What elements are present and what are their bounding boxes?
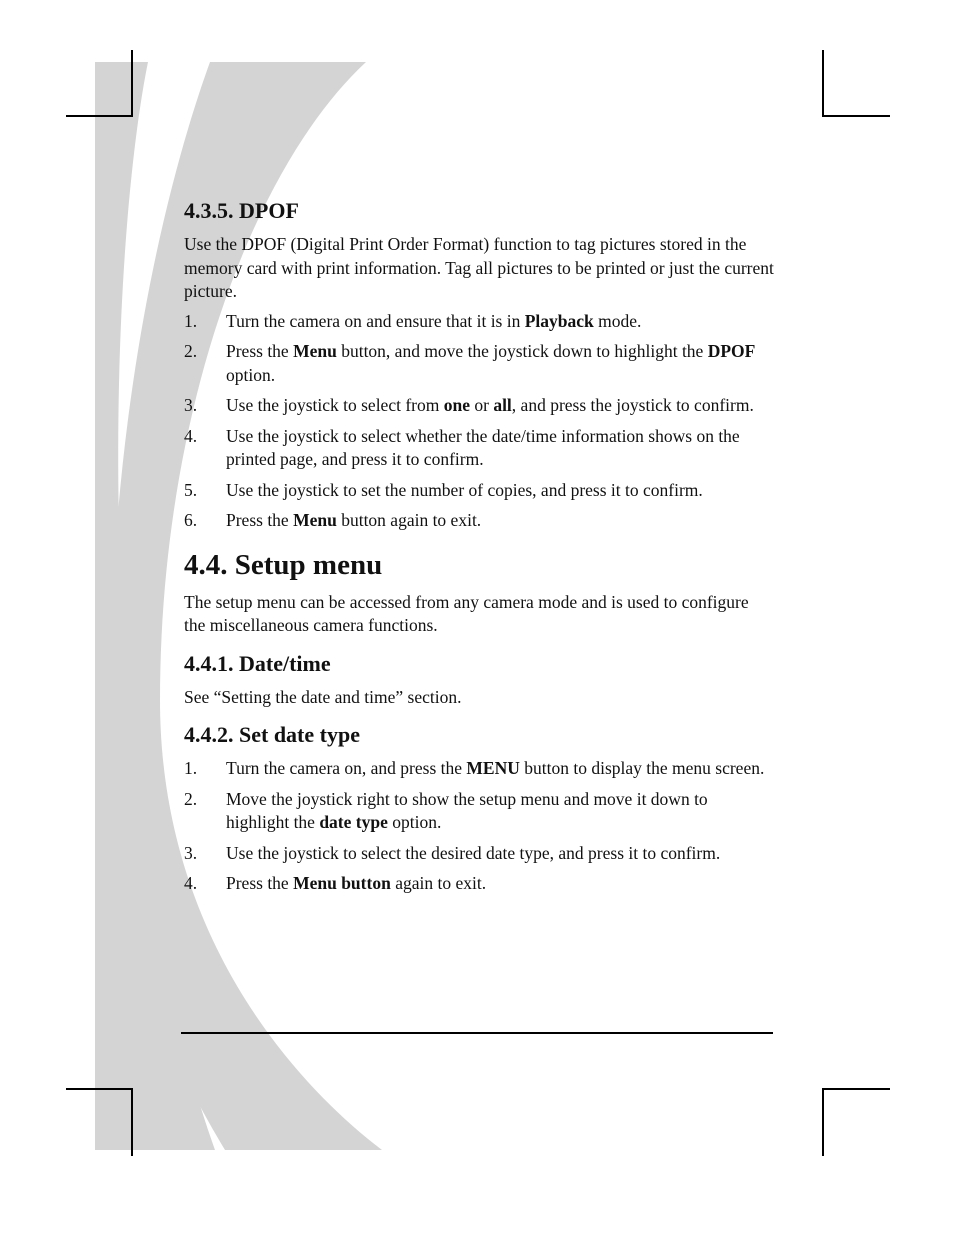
list-item	[184, 872, 774, 896]
step-text: option.	[226, 364, 276, 385]
step-number: 2.	[184, 341, 198, 361]
page-content	[184, 197, 774, 903]
step-number: 4.	[184, 873, 198, 893]
step-text-bold: all	[493, 395, 512, 415]
list-item	[184, 340, 774, 387]
step-text: button to display the menu screen.	[519, 758, 765, 778]
step-number: 2.	[184, 788, 198, 809]
step-text: Press the	[226, 510, 294, 530]
crop-mark-br-h	[822, 1088, 890, 1090]
section-set-date-type	[184, 721, 774, 896]
dpof-steps	[184, 310, 774, 533]
setup-intro: The setup menu can be accessed from any camera mode and is used to configure the miscellaneous camera functions.	[184, 591, 749, 635]
step-text: Move the joystick right to show the setup menu and move it down to highlight the	[226, 788, 708, 832]
list-item	[184, 310, 774, 334]
section-date-time	[184, 650, 774, 710]
list-item	[184, 842, 774, 866]
list-item	[184, 425, 774, 472]
list-item	[184, 757, 774, 781]
step-number: 4.	[184, 425, 198, 446]
step-number: 1.	[184, 758, 198, 778]
crop-mark-tl-h	[66, 115, 133, 117]
step-text: Press the	[226, 873, 294, 893]
step-text-bold: date type	[319, 812, 388, 832]
dpof-intro: Use the DPOF (Digital Print Order Format) function to tag pictures stored in the memory card with print information. Tag all pictures to be printed or just the current picture.	[184, 234, 774, 301]
step-text: button, and move the joystick down to highlight the	[336, 341, 708, 361]
step-text-bold: Playback	[524, 310, 594, 331]
step-text: , and press the joystick to confirm.	[511, 395, 754, 415]
date-type-steps	[184, 757, 774, 896]
list-item	[184, 394, 774, 418]
crop-mark-tr-h	[822, 115, 890, 117]
crop-mark-tl-v	[131, 50, 133, 117]
step-number: 6.	[184, 510, 198, 530]
step-number: 3.	[184, 842, 198, 863]
step-text: Turn the camera on, and press the	[226, 758, 467, 778]
heading-setup-menu: 4.4. Setup menu	[184, 548, 383, 581]
step-text: Use the joystick to select whether the date/time information shows on the printed page, and press it to confirm.	[226, 425, 740, 469]
step-text-bold: Menu	[293, 510, 337, 530]
step-text: or	[469, 395, 494, 415]
crop-mark-bl-h	[66, 1088, 133, 1090]
heading-dpof: 4.3.5. DPOF	[184, 198, 299, 223]
step-text-bold: DPOF	[707, 341, 756, 361]
step-text: again to exit.	[390, 873, 487, 893]
step-text: button again to exit.	[336, 510, 482, 530]
heading-date-time: 4.4.1. Date/time	[184, 650, 331, 676]
step-text: Use the joystick to set the number of copies, and press it to confirm.	[226, 479, 703, 500]
list-item	[184, 788, 774, 835]
step-text: Turn the camera on and ensure that it is in	[226, 310, 525, 331]
step-text: Press the	[226, 341, 294, 361]
step-text: option.	[387, 812, 442, 832]
step-number: 3.	[184, 395, 198, 415]
section-dpof	[184, 197, 774, 533]
crop-mark-tr-v	[822, 50, 824, 117]
step-text-bold: one	[443, 395, 470, 415]
step-text: Use the joystick to select from	[226, 395, 444, 415]
step-text: mode.	[593, 310, 642, 331]
crop-mark-br-v	[822, 1088, 824, 1156]
step-text-bold: Menu button	[293, 873, 391, 893]
section-setup-menu	[184, 547, 774, 638]
list-item	[184, 509, 774, 533]
step-number: 5.	[184, 479, 198, 500]
step-text-bold: Menu	[293, 341, 337, 361]
crop-mark-bl-v	[131, 1088, 133, 1156]
step-number: 1.	[184, 310, 198, 331]
step-text-bold: MENU	[466, 758, 520, 778]
heading-set-date-type: 4.4.2. Set date type	[184, 722, 360, 747]
step-text: Use the joystick to select the desired date type, and press it to confirm.	[226, 842, 721, 863]
date-time-text: See “Setting the date and time” section.	[184, 686, 462, 707]
list-item	[184, 479, 774, 503]
footer-rule	[181, 1032, 773, 1034]
